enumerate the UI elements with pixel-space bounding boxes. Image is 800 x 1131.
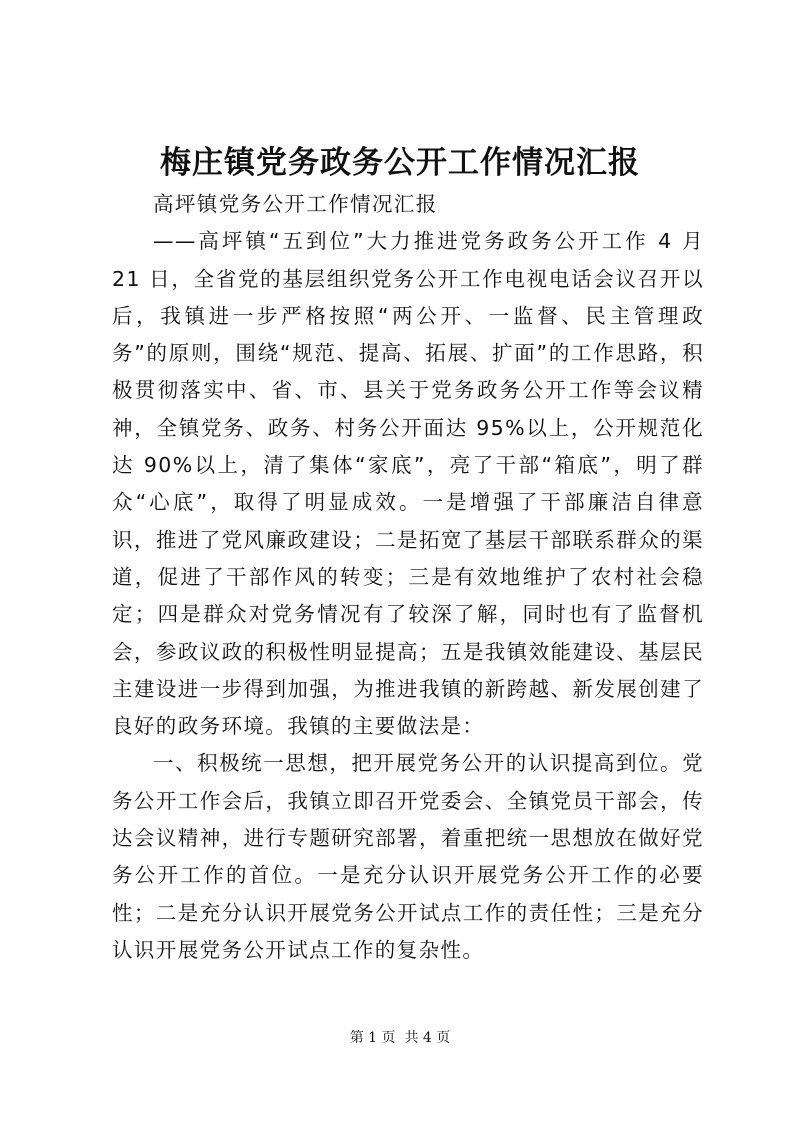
body-paragraph: 一、积极统一思想，把开展党务公开的认识提高到位。党务公开工作会后，我镇立即召开党委会、全镇党员干部会，传达会议精神，进行专题研究部署，着重把统一思想放在做好党务公开工作的首位。一是充分认识开展党务公开工作的必要性；二是充分认识开展党务公开试点工作的责任性；三是充分认识开展党务公开试点工作的复杂性。 xyxy=(112,751,704,962)
subtitle-paragraph: 高坪镇党务公开工作情况汇报 xyxy=(153,192,438,216)
document-body xyxy=(112,186,704,969)
document-title: 梅庄镇党务政务公开工作情况汇报 xyxy=(160,145,640,181)
page-footer xyxy=(0,1028,800,1048)
body-paragraph: ——高坪镇“五到位”大力推进党务政务公开工作 4 月 21 日，全省党的基层组织党务公开工作电视电话会议召开以后，我镇进一步严格按照“两公开、一监督、民主管理政务”的原则，围绕“规范、提高、拓展、扩面”的工作思路，积极贯彻落实中、省、市、县关于党务政务公开工作等会议精神，全镇党务、政务、村务公开面达 95%以上，公开规范化达 90%以上，清了集体“家底”，亮了干部“箱底”，明了群众“心底”，取得了明显成效。一是增强了干部廉洁自律意识，推进了党风廉政建设；二是拓宽了基层干部联系群众的渠道，促进了干部作风的转变；三是有效地维护了农村社会稳定；四是群众对党务情况有了较深了解，同时也有了监督机会，参政议政的积极性明显提高；五是我镇效能建设、基层民主建设进一步得到加强，为推进我镇的新跨越、新发展创建了良好的政务环境。我镇的主要做法是： xyxy=(112,229,704,739)
page-number: 第 1 页 共 4 页 xyxy=(349,1030,451,1046)
